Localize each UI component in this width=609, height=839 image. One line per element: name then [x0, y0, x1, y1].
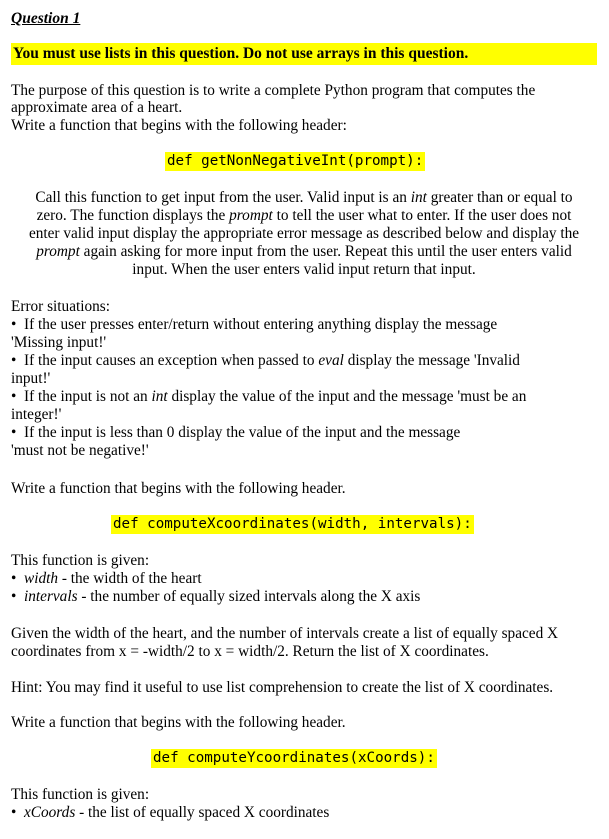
requirement-text: You must use lists in this question. Do not use arrays in this question.	[13, 45, 469, 62]
question-title: Question 1	[11, 10, 81, 27]
intro-line-3: Write a function that begins with the following header:	[11, 117, 347, 134]
desc1-line-5: input. When the user enters valid input return that input.	[132, 261, 476, 278]
function-header-computeycoordinates: def computeYcoordinates(xCoords):	[153, 750, 435, 766]
error-bullet-3-cont: integer!'	[11, 406, 62, 423]
error-bullet-1-cont: 'Missing input!'	[11, 334, 107, 351]
given2-bullet-intervals: • intervals - the number of equally sized intervals along the X axis	[11, 588, 421, 605]
hint-text: Hint: You may find it useful to use list comprehension to create the list of X coordinates.	[11, 679, 554, 696]
desc1-line-2: zero. The function displays the prompt to tell the user what to enter. If the user does not	[36, 207, 572, 224]
given2-bullet-width: • width - the width of the heart	[11, 570, 202, 587]
given3-bullet-xcoords: • xCoords - the list of equally spaced X coordinates	[11, 804, 330, 821]
para2-line-1: Given the width of the heart, and the number of intervals create a list of equally spaced X	[11, 625, 559, 642]
requirement-banner	[11, 43, 597, 65]
function-header-getnonnegativeint: def getNonNegativeInt(prompt):	[167, 153, 424, 169]
desc1-line-4: prompt again asking for more input from the user. Repeat this until the user enters valid	[36, 243, 572, 260]
para2-line-2: coordinates from x = -width/2 to x = width/2. Return the list of X coordinates.	[11, 643, 489, 660]
error-bullet-3: • If the input is not an int display the value of the input and the message 'must be an	[11, 388, 527, 405]
error-heading: Error situations:	[11, 298, 110, 315]
desc1-line-1: Call this function to get input from the user. Valid input is an int greater than or equal to	[35, 189, 573, 206]
error-bullet-4-cont: 'must not be negative!'	[11, 442, 149, 459]
intro-line-1: The purpose of this question is to write a complete Python program that computes the	[11, 82, 536, 99]
given2-heading: This function is given:	[11, 552, 150, 569]
error-bullet-2-cont: input!'	[11, 370, 51, 387]
write-function-3: Write a function that begins with the following header.	[11, 714, 346, 731]
desc1-line-3: enter valid input display the appropriate error message as described below and display the	[28, 225, 580, 242]
function-header-computexcoordinates: def computeXcoordinates(width, intervals):	[113, 516, 472, 532]
error-bullet-4: • If the input is less than 0 display the value of the input and the message	[11, 424, 461, 441]
error-bullet-1: • If the user presses enter/return without entering anything display the message	[11, 316, 498, 333]
write-function-2: Write a function that begins with the following header.	[11, 480, 346, 497]
intro-line-2: approximate area of a heart.	[11, 99, 183, 116]
given3-heading: This function is given:	[11, 786, 150, 803]
error-bullet-2: • If the input causes an exception when passed to eval display the message 'Invalid	[11, 352, 520, 369]
